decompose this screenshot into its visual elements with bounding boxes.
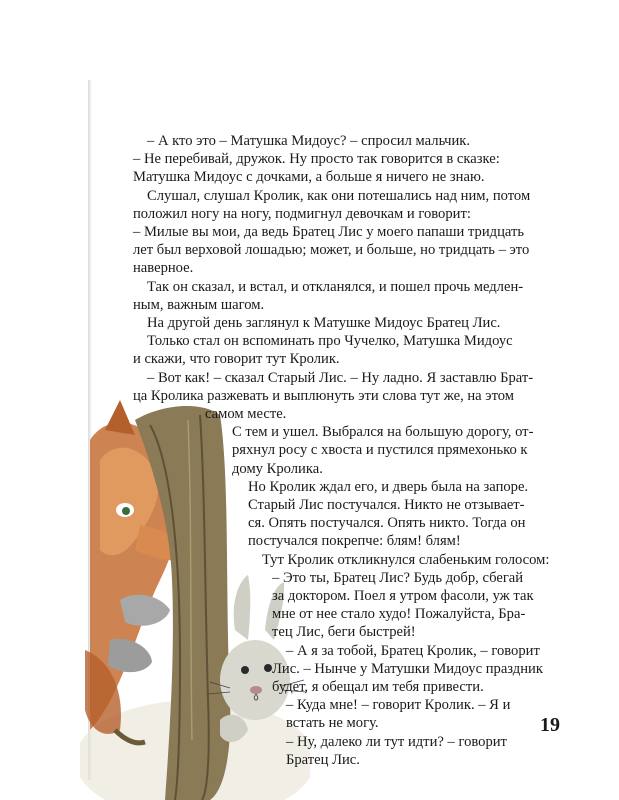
text-line: – А я за тобой, Братец Кролик, – говорит: [286, 642, 540, 659]
text-line: Лис. – Нынче у Матушки Мидоус праздник: [272, 660, 543, 677]
text-line: ным, важным шагом.: [133, 296, 265, 313]
text-line: тец Лис, беги быстрей!: [272, 624, 416, 641]
text-line: дому Кролика.: [232, 460, 323, 477]
text-line: ца Кролика разжевать и выплюнуть эти слова тут же, на этом: [133, 387, 515, 404]
text-line: будет, я обещал им тебя привести.: [272, 679, 484, 695]
text-line: ряхнул росу с хвоста и пустился прямехонько к: [232, 442, 528, 459]
text-line: самом месте.: [205, 406, 287, 422]
text-line: Тут Кролик откликнулся слабеньким голосом:: [262, 551, 550, 568]
text-line: встать не могу.: [286, 715, 379, 732]
text-line: постучался покрепче: блям! блям!: [248, 533, 461, 550]
text-line: Старый Лис постучался. Никто не отзывает-: [248, 497, 525, 513]
text-line: мне от нее стало худо! Пожалуйста, Бра-: [272, 606, 526, 623]
text-line: Только стал он вспоминать про Чучелко, Матушка Мидоус: [147, 333, 513, 350]
text-line: – Не перебивай, дружок. Ну просто так говорится в сказке:: [133, 151, 500, 168]
text-line: – Ну, далеко ли тут идти? – говорит: [286, 733, 507, 750]
text-line: за доктором. Поел я утром фасоли, уж так: [272, 588, 534, 604]
text-line: Слушал, слушал Кролик, как они потешались над ним, потом: [147, 187, 531, 204]
text-line: Но Кролик ждал его, и дверь была на запоре.: [248, 478, 529, 495]
text-line: На другой день заглянул к Матушке Мидоус Братец Лис.: [147, 315, 501, 331]
text-line: Матушка Мидоус с дочками, а больше я ничего не знаю.: [133, 169, 485, 186]
text-line: – А кто это – Матушка Мидоус? – спросил мальчик.: [147, 133, 471, 149]
text-line: – Это ты, Братец Лис? Будь добр, сбегай: [272, 569, 524, 586]
page-number: 19: [540, 714, 560, 736]
text-line: Братец Лис.: [286, 751, 360, 768]
text-line: – Вот как! – сказал Старый Лис. – Ну ладно. Я заставлю Брат-: [147, 369, 534, 386]
text-line: ся. Опять постучался. Опять никто. Тогда он: [248, 515, 526, 532]
text-line: лет был верховой лошадью; может, и больше, но тридцать – это: [133, 242, 530, 259]
text-line: наверное.: [133, 260, 194, 277]
text-line: положил ногу на ногу, подмигнул девочкам и говорит:: [133, 205, 471, 222]
text-line: и скажи, что говорит тут Кролик.: [133, 351, 340, 368]
text-line: – Куда мне! – говорит Кролик. – Я и: [286, 697, 511, 714]
text-line: Так он сказал, и встал, и откланялся, и пошел прочь медлен-: [147, 278, 524, 295]
text-line: С тем и ушел. Выбрался на большую дорогу, от-: [232, 424, 534, 441]
text-line: – Милые вы мои, да ведь Братец Лис у моего папаши тридцать: [133, 224, 525, 240]
